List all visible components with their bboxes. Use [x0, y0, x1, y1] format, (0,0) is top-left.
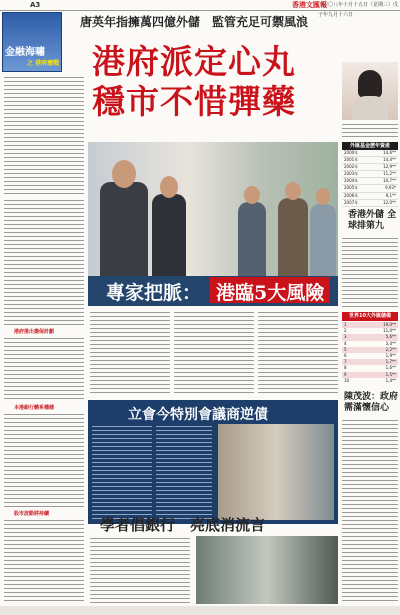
banner-highlight	[210, 277, 330, 303]
feature-banner	[88, 276, 338, 306]
sidebar-text	[342, 236, 398, 308]
row-rank: 9	[344, 371, 347, 377]
sidebar-bottom-title-text: 陳茂波：政府需滿懷信心	[344, 392, 399, 413]
row-year: 2000年	[344, 150, 359, 155]
row-rank: 7	[344, 359, 347, 365]
sidebar-mid-title-text: 香港外儲 全球排第九	[348, 210, 397, 231]
expert-text-3	[258, 310, 338, 396]
row-value: 1,5**	[385, 371, 396, 377]
row-value: 10,7**	[383, 178, 396, 184]
row-rank: 5	[344, 346, 347, 352]
top10-table	[342, 322, 398, 384]
press-conference-photo	[88, 142, 338, 276]
date-line: 二〇〇八年十月十五日（星期三）戊子年九月十六日	[318, 2, 399, 18]
legco-text	[92, 424, 152, 520]
section-logo	[2, 12, 62, 72]
row-year: 2004年	[344, 178, 359, 184]
subhead-1: 港府推出擔保計劃	[14, 329, 55, 335]
row-value: 9,93*	[385, 185, 396, 191]
section-logo-line2: 之 港府應戰	[27, 60, 60, 67]
legco-text-2	[156, 424, 212, 520]
reserves-table-title: 外匯基金歷年資產	[342, 142, 398, 150]
row-value: 1,9**	[385, 353, 396, 359]
masthead: 香港文匯報	[292, 1, 327, 9]
row-value: 14,6**	[383, 150, 396, 155]
row-rank: 2	[344, 328, 347, 334]
top10-table-row	[342, 378, 398, 384]
legco-headline: 立會今特別會議商逆債	[128, 407, 268, 423]
bottom-text	[90, 536, 190, 604]
sidebar-bottom-text	[342, 418, 398, 604]
row-value: 2,2**	[385, 346, 396, 352]
kicker: 唐英年指擁萬四億外儲 監管充足可禦風浪	[80, 15, 309, 29]
reserves-table-row	[342, 185, 398, 192]
footer-strip	[0, 606, 400, 615]
row-value: 19,0**	[383, 322, 396, 327]
section-logo-line1: 金融海嘯	[5, 47, 45, 58]
reserves-table-row	[342, 193, 398, 200]
banner-part2: 港臨5大風險	[216, 282, 325, 304]
page-header	[0, 0, 400, 18]
reserves-table	[342, 150, 398, 207]
protest-photo	[218, 424, 334, 520]
row-rank: 3	[344, 334, 347, 340]
row-rank: 4	[344, 340, 347, 346]
expert-text-2	[174, 310, 254, 396]
official-portrait	[342, 62, 398, 120]
row-year: 2005年	[344, 185, 359, 191]
row-rank: 10	[344, 377, 350, 383]
row-value: 11,2**	[383, 171, 396, 177]
row-year: 2003年	[344, 171, 359, 177]
bottom-photo	[196, 536, 338, 604]
row-value: 1,7**	[385, 359, 396, 365]
body-text-left-2	[4, 198, 84, 326]
row-value: 14,4**	[383, 157, 396, 163]
expert-text-1	[90, 310, 170, 396]
row-value: 12,9**	[383, 164, 396, 170]
page-number: A3	[30, 1, 41, 9]
reserves-table-row	[342, 200, 398, 207]
subhead-2: 本港銀行體系穩健	[14, 405, 55, 411]
body-text-left-4	[4, 412, 84, 508]
row-value: 1,6**	[385, 365, 396, 371]
bottom-headline: 學者倡銀行 亮底消流言	[100, 516, 266, 534]
row-value: 3,4**	[385, 340, 396, 346]
subhead-3: 股市波動將持續	[14, 511, 50, 517]
row-year: 2007年	[344, 199, 359, 205]
row-value: 9,1**	[385, 192, 396, 198]
headline-line2: 穩市不惜彈藥	[92, 82, 296, 121]
row-value: 5,6**	[385, 334, 396, 340]
top10-table-title: 世界10大外匯儲備	[342, 312, 398, 321]
body-text-left	[4, 75, 84, 195]
legco-feature-box	[88, 400, 338, 524]
body-text-left-3	[4, 336, 84, 402]
row-year: 2001年	[344, 157, 359, 163]
row-rank: 6	[344, 353, 347, 359]
row-year: 2006年	[344, 192, 359, 198]
row-year: 2002年	[344, 164, 359, 170]
row-value: 12,0**	[383, 199, 396, 205]
portrait-caption	[342, 122, 398, 138]
sidebar-mid-title	[348, 210, 398, 232]
row-value: 11,0**	[383, 328, 396, 334]
row-rank: 8	[344, 365, 347, 371]
banner-part1: 專家把脈：	[106, 282, 202, 304]
row-value: 1,4**	[385, 377, 396, 383]
headline-line1: 港府派定心丸	[92, 42, 296, 81]
body-text-left-5	[4, 518, 84, 604]
row-rank: 1	[344, 322, 347, 327]
sidebar-bottom-title	[344, 392, 398, 414]
